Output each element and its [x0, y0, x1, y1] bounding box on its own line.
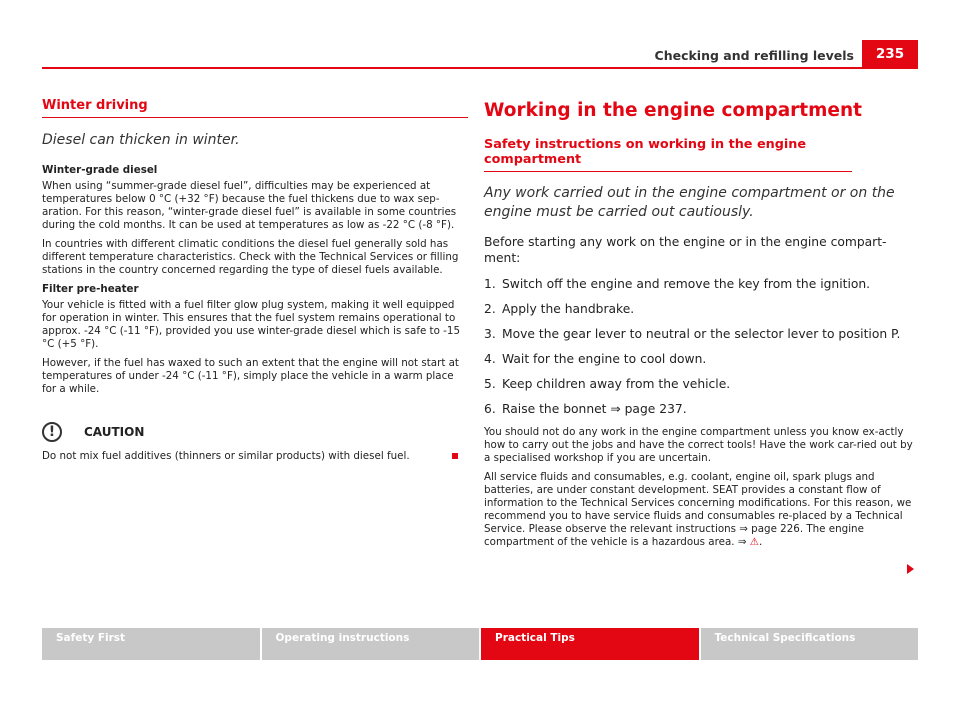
tab-operating-instructions[interactable]: Operating instructions: [262, 628, 480, 660]
step-number: 3.: [484, 327, 496, 341]
header-rule: [42, 67, 918, 69]
step-text[interactable]: Raise the bonnet ⇒ page 237.: [502, 402, 687, 416]
caution-box: [42, 422, 468, 442]
paragraph: However, if the fuel has waxed to such an extent that the engine will not start at temperatures of under -24 °C (-11 °F), simply place the vehicle in a warm place for a while.: [42, 357, 459, 395]
paragraph: Your vehicle is fitted with a fuel filter glow plug system, making it well equipped for operation in winter. This ensures that the fuel system remains operational to approx. -24 °C (-11 °F), provided you use winter-grade diesel which is safe to -15 °C (+5 °F).: [42, 299, 460, 350]
step-number: 4.: [484, 352, 496, 366]
step-text: Apply the handbrake.: [502, 302, 635, 316]
left-column: [42, 98, 468, 462]
footer-nav: [42, 628, 918, 660]
list-item: [484, 276, 920, 292]
paragraph: When using “summer-grade diesel fuel”, difficulties may be experienced at temperatures below 0 °C (+32 °F) because the fuel thickens due to wax sep-aration. For this reason, “winter-grade diesel fuel” is available in some countries during the cold months. It can be used at temperatures as low as -22 °C (-8 °F).: [42, 180, 457, 231]
section-heading-winter-driving: Winter driving: [42, 98, 468, 118]
sub-title: Safety instructions on working in the engine compartment: [484, 137, 852, 172]
list-item: [484, 401, 920, 417]
tab-practical-tips[interactable]: Practical Tips: [481, 628, 699, 660]
step-text: Switch off the engine and remove the key from the ignition.: [502, 277, 871, 291]
step-number: 1.: [484, 277, 496, 291]
step-text: Keep children away from the vehicle.: [502, 377, 731, 391]
list-item: [484, 301, 920, 317]
step-number: 2.: [484, 302, 496, 316]
running-header-title: Checking and refilling levels: [654, 48, 854, 63]
right-column: [484, 98, 920, 555]
paragraph-end: .: [758, 536, 763, 548]
step-number: 5.: [484, 377, 496, 391]
paragraph: In countries with different climatic conditions the diesel fuel generally sold has different temperature characteristics. Check with the Technical Services or filling stations in the country concerned regarding the type of diesel fuels available.: [42, 238, 459, 276]
paragraph: [484, 471, 920, 549]
list-item: [484, 376, 920, 392]
paragraph: You should not do any work in the engine compartment unless you know ex-actly how to carry out the jobs and have the correct tools! Have the work car-ried out by a specialised workshop if you are uncertain.: [484, 426, 913, 464]
list-item: [484, 351, 920, 367]
caution-text-row: [42, 450, 468, 462]
tab-safety-first[interactable]: Safety First: [42, 628, 260, 660]
lead-text: Diesel can thicken in winter.: [42, 132, 240, 148]
list-item: [484, 326, 920, 342]
step-text: Move the gear lever to neutral or the selector lever to position P.: [502, 327, 901, 341]
intro-text: Before starting any work on the engine or in the engine compart-ment:: [484, 235, 887, 265]
main-title: Working in the engine compartment: [484, 100, 862, 121]
page-number: 235: [862, 40, 918, 68]
subheading-filter-pre-heater: Filter pre-heater: [42, 283, 139, 295]
steps-list: [484, 276, 920, 417]
caution-label: CAUTION: [84, 425, 145, 439]
exclamation-circle-icon: !: [42, 422, 62, 442]
tab-technical-specifications[interactable]: Technical Specifications: [701, 628, 919, 660]
paragraph-text: All service fluids and consumables, e.g. coolant, engine oil, spark plugs and batteries, are under constant development. SEAT provides a constant flow of information to the Technical Services concerning modifications. For this reason, we recommend you to have service fluids and consumables re-placed by a Technical Service. Please observe the relevant instructions ⇒ page 226. The engine compartment of the vehicle is a hazardous area. ⇒: [484, 471, 912, 548]
lead-text: Any work carried out in the engine compartment or on the engine must be carried out cautiously.: [484, 185, 895, 220]
step-text: Wait for the engine to cool down.: [502, 352, 707, 366]
warning-triangle-icon[interactable]: ⚠: [749, 536, 759, 548]
end-of-section-icon: [452, 453, 458, 459]
continue-arrow-icon: [907, 564, 914, 574]
subheading-winter-grade-diesel: Winter-grade diesel: [42, 164, 158, 176]
step-number: 6.: [484, 402, 496, 416]
caution-text: Do not mix fuel additives (thinners or similar products) with diesel fuel.: [42, 450, 410, 462]
